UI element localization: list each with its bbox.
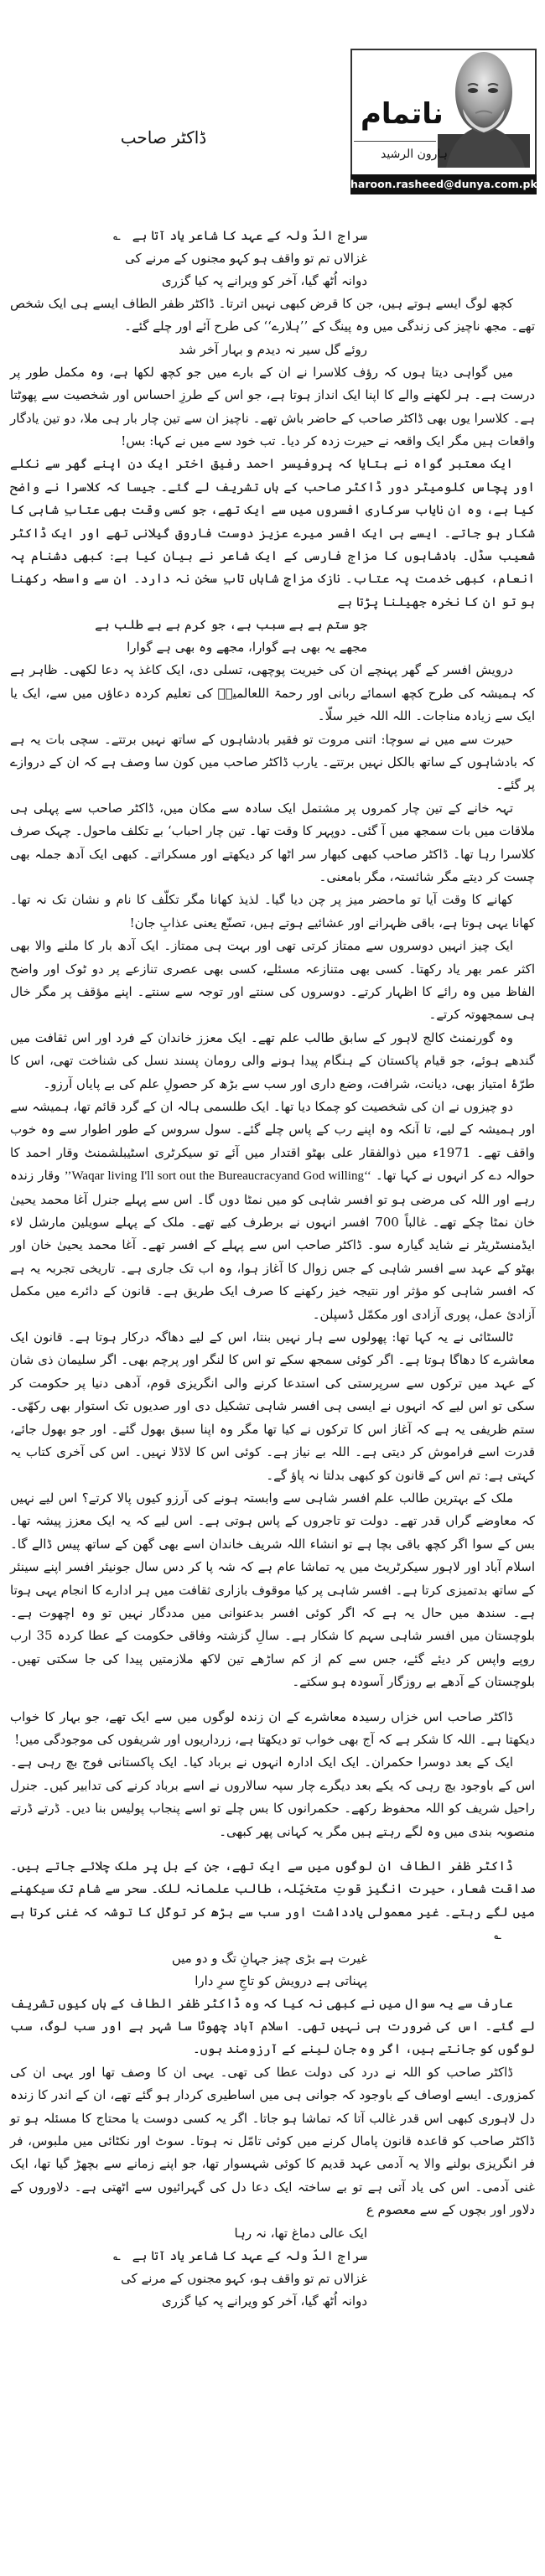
author-portrait-image <box>438 42 530 168</box>
paragraph <box>10 1096 535 1326</box>
verse-line: جو ستم ہے بے سبب ہے، جو کرم ہے بے طلب ہے <box>95 617 367 633</box>
logo-divider <box>354 141 436 142</box>
closing-intro <box>10 2245 535 2268</box>
paragraph: حیرت سے میں نے سوچا: اتنی مروت تو فقیر بادشاہوں کے ساتھ نہیں برتتے۔ سچی بات یہ ہے کہ بادشاہوں کے ساتھ بالکل نہیں برتتے۔ یارب ڈاکٹر صاحب میں کون سا وصف ہے کہ ان کے دروازے پر گئے۔ <box>10 731 535 793</box>
paragraph: ایک چیز انہیں دوسروں سے ممتاز کرتی تھی اور بہت ہی ممتاز۔ ایک آدھ بار کا ملنے والا بھی اکثر عمر بھر یاد رکھتا۔ کسی بھی متنازعہ مسئلے، کسی بھی عصری تنازعے پر دو ٹوک اور واضح الفاظ میں وہ رائے کا اظہار کرتے۔ دوسروں کی سنتے اور توجہ سے سنتے۔ اپنے مؤقف پر مگر خال ہی سمجھوتہ کرتے۔ <box>10 938 535 1023</box>
paragraph: تہہ خانے کے تین چار کمروں پر مشتمل ایک سادہ سے مکان میں، ڈاکٹر صاحب سے پہلی ہی ملاقات میں بات سمجھ میں آ گئی۔ دوپہر کا وقت تھا۔ تین چار احباب‘ بے تکلف ماحول۔ چہک صرف کلاسرا رہا تھا۔ ڈاکٹر صاحب کبھی کبھار سر اٹھا کر دیکھتے اور مسکراتے۔ کبھی ایک آدھ جملہ بھی چست کر دیتے مگر شائستہ، مگر بامعنی۔ <box>10 800 535 884</box>
paragraph: کچھ لوگ ایسے ہوتے ہیں، جن کا قرض کبھی نہیں اترتا۔ ڈاکٹر ظفر الطاف ایسے ہی ایک شخص تھے۔ مجھ ناچیز کی زندگی میں وہ پینگ کے ’’ہلارے‘‘ کی طرح آئے اور چلے گئے۔ <box>10 296 535 334</box>
paragraph: ملک کے بہترین طالب علم افسر شاہی سے وابستہ ہونے کی آرزو کیوں پالا کرتے؟ اس لیے نہیں کہ معاوضے گراں قدر تھے۔ دولت تو تاجروں کے پاس ہوتی ہے۔ اس لیے کہ یہ ایک معزز پیشہ تھا۔ بس کے سوا اگر کچھ باقی بچا ہے تو انشاء اللہ شریف خاندان اسے بھی گھن کے ساتھ پیس ڈالے گا۔ اسلام آباد اور لاہور سیکرٹریٹ میں یہ تماشا عام ہے کہ شہ پا کر دس سال جونیئر افسر اپنے سینئر کے ساتھ بدتمیزی کرتا ہے۔ افسر شاہی پر کیا موقوف بازاری ثقافت میں ہر ادارے کا انجام یہی ہوتا ہے۔ سندھ میں حال یہ ہے کہ اگر کوئی افسر بدعنوانی میں مددگار نہیں تو وہ اچھوت ہے۔ بلوچستان میں افسر شاہی سہم کا شکار ہے۔ سالِ گزشتہ وفاقی حکومت کے عطا کردہ 35 ارب روپے واپس کر دیئے گئے، جس سے کم از کم ساڑھے تین لاکھ ملازمتیں پیدا کی جا سکتی تھیں۔ بلوچستان کے آدھے بے روزگار آسودہ ہو سکتے۔ <box>10 1490 535 1690</box>
verse-line: غیرت ہے بڑی چیز جہانِ تگ و دو میں <box>171 1950 367 1966</box>
verse-mark-icon: ؎ <box>112 2247 121 2263</box>
paragraph: ٹالسٹائی نے یہ کہا تھا: پھولوں سے ہار نہیں بنتا، اس کے لیے دھاگہ درکار ہوتا ہے۔ قانون ایک معاشرے کا دھاگا ہوتا ہے۔ اگر کوئی سمجھ سکے تو اس کا لنگر اور پرچم بھی۔ اگر سلیمان ذی شان کے عہد میں ترکوں سے سرپرستی کی استدعا کرنے والی انگریزی قوم، آدھی دنیا پر حکومت کر سکی تو اس لیے کہ انہوں نے ایسی ہی افسر شاہی تشکیل دی اور صدیوں تک استوار بھی رکھّی۔ ستم ظریفی یہ ہے کہ آغاز اس کا ترکوں نے کیا تھا مگر وہ اپنا سبق بھول گئے۔ اور جو بھول جائے، قدرت اسے فراموش کر دیتی ہے۔ اللہ بے نیاز ہے۔ کوئی اس کا لاڈلا نہیں۔ اس کی آخری کتاب یہ کہتی ہے: تم اس کے قانون کو کبھی بدلتا نہ پاؤ گے۔ <box>10 1329 535 1483</box>
verse-line: دوانہ اُٹھ گیا، آخر کو ویرانے پہ کیا گزری <box>161 273 367 288</box>
paragraph-text: ڈاکٹر صاحب کو اللہ نے درد کی دولت عطا کی تھی۔ یہی ان کا وصف تھا اور یہی ان کی کمزوری۔ ایسے اوصاف کے باوجود کہ جوانی ہی میں اساطیری کردار ہو گئے تھے، ان کے اندر کا زندہ دل لاہوری کبھی اس قدر غالب آتا کہ تماشا ہو جاتا۔ اگر یہ کسی دوست یا محتاج کا مسئلہ ہو تو ڈاکٹر صاحب کو قاعدہ قانون پامال کرنے میں کوئی تامّل نہ ہوتا۔ سوٹ اور نکٹائی میں ملبوس، فر فر انگریزی بولنے والا یہ آدمی عہد قدیم کا کوئی شہسوار تھا، جو اپنے زمانے سے بچھڑ گیا تھا، ایک غنی آدمی۔ اس کی یاد آتی ہے تو بے ساختہ ایک دعا دل کی گہرائیوں سے اٹھتی ہے۔ دلاوروں کے دلاور اور بچوں کے سے معصوم <box>10 2064 535 2218</box>
paragraph: عارف سے یہ سوال میں نے کبھی نہ کیا کہ وہ ڈاکٹر ظفر الطاف کے ہاں کیوں تشریف لے گئے۔ اس کی ضرورت ہی نہیں تھی۔ اسلام آباد چھوٹا سا شہر ہے اور سب لوگ، سب لوگوں کو جانتے ہیں، اگر وہ جان لینے کے آرزومند ہوں۔ <box>10 1995 535 2057</box>
verse-block <box>10 614 535 659</box>
opening-intro-text: سراج الدّ ولہ کے عہد کا شاعر یاد آتا ہے <box>132 228 367 243</box>
paragraph: کھانے کا وقت آیا تو ماحضر میز پر چن دیا گیا۔ لذیذ کھانا مگر تکلّف کا نام و نشان تک نہ تھا۔ کھانا یہی ہوتا ہے، باقی ظہرانے اور عشائیے ہوتے ہیں، تصنّع یعنی عذابِ جان! <box>10 892 535 930</box>
verse-line: غزالاں تم تو واقف ہو کہو مجنوں کے مرنے کی <box>124 251 367 266</box>
verse-line: پہناتی ہے درویش کو تاجِ سرِ دارا <box>195 1972 367 1988</box>
paragraph <box>10 2061 535 2222</box>
paragraph-text: ڈاکٹر ظفر الطاف ان لوگوں میں سے ایک تھے، جن کے بل پر ملک چلائے جاتے ہیں۔ صداقت شعار، حیرت انگیز قوتِ متخیّلہ، طالب علمانہ للک۔ سحر سے شام تک سیکھنے میں لگے رہتے۔ غیر معمولی یادداشت اور سب سے بڑھ کر توکّل کا توشہ کہ غنی کرتا ہے <box>10 1858 535 1920</box>
verse-mark-icon: ؎ <box>494 1927 501 1943</box>
column-logo-box <box>350 49 537 193</box>
paragraph: میں گواہی دیتا ہوں کہ رؤف کلاسرا نے ان کے بارے میں جو کچھ لکھا ہے، وہ مکمل طور پر درست ہے۔ ہر لکھنے والے کا اپنا ایک انداز ہوتا ہے، جو اس کے طرزِ احساس اور شخصیت سے پھوٹتا ہے۔ کلاسرا یوں بھی ڈاکٹر صاحب کے حاضر باش تھے۔ ناچیز ان سے تین چار بار ہی ملا، دو تین یادگار واقعات ہیں مگر ایک واقعہ نے حیرت زدہ کر دیا۔ تب خود سے میں نے کہا: بس! <box>10 364 535 449</box>
opening-intro <box>10 225 535 247</box>
ain-mark-icon: ع <box>366 2202 374 2218</box>
paragraph: وہ گورنمنٹ کالج لاہور کے سابق طالب علم تھے۔ ایک معزز خاندان کے فرد اور اس ثقافت میں گندھے ہوئے، جو قیام پاکستان کے ہنگام پیدا ہونے والی رومان پسند نسل کی شناخت تھی، اس کا طرّۂ امتیاز بھی، دیانت، شرافت، وضع داری اور سب سے بڑھ کر حصولِ علم کی بے پایاں آرزو۔ <box>10 1029 535 1091</box>
paragraph: درویش افسر کے گھر پہنچے ان کی خیریت پوچھی، تسلی دی، ایک کاغذ پہ دعا لکھی۔ ظاہر ہے کہ ہمیشہ کی طرح کچھ اسمائے ربانی اور رحمۃ اللعالمینؐ کی تعلیم کردہ دعاؤں میں سے، ایک یا ایک سے زیادہ مناجات۔ اللہ اللہ خیر سلّا۔ <box>10 662 535 724</box>
paragraph <box>10 1855 535 1947</box>
article-body <box>10 225 535 2313</box>
verse-block <box>10 1947 535 1993</box>
paragraph: ایک معتبر گواہ نے بتایا کہ پروفیسر احمد رفیق اختر ایک دن اپنے گھر سے نکلے اور پچاس کلومیٹر دور ڈاکٹر صاحب کے ہاں تشریف لے گئے۔ جیسا کہ کلاسرا نے واضح کیا ہے، وہ ان نایاب سرکاری افسروں میں سے ایک تھے، جو کسی وقت بھی عتابِ شاہی کا شکار ہو جاتے۔ ایسے ہی ایک افسر میرے عزیز دوست فاروق گیلانی تھے اور ایک ڈاکٹر شعیب سڈل۔ بادشاہوں کا مزاج فارسی کے ایک شاعر نے بیان کیا ہے: کبھی دشنام پہ انعام، کبھی خدمت پہ عتاب۔ نازک مزاجِ شاہاں تابِ سخن نہ دارد۔ ان سے واسطہ رکھنا ہو تو ان کا نخرہ جھیلنا پڑتا ہے <box>10 456 535 609</box>
closing-verse <box>10 2268 535 2313</box>
verse-line: روئے گل سیر نہ دیدم و بہار آخر شد <box>179 341 367 357</box>
paragraph: ایک کے بعد دوسرا حکمران۔ ایک ایک ادارہ انہوں نے برباد کیا۔ ایک پاکستانی فوج بچ رہی ہے۔ اس کے باوجود بچ رہی کہ یکے بعد دیگرے چار سپہ سالاروں نے اسے برباد کرنے کی تدابیر کیں۔ جنرل راحیل شریف کو اللہ محفوظ رکھے۔ حکمرانوں کا بس چلے تو اسے پنجاب پولیس بنا دیں۔ ڈرتے ڈرتے منصوبہ بندی میں وہ لگے رہتے ہیں مگر یہ کہانی پھر کبھی۔ <box>10 1754 535 1839</box>
paragraph-text: دو چیزوں نے ان کی شخصیت کو چمکا دیا تھا۔ ایک طلسمی ہالہ ان کے گرد قائم تھا، ہمیشہ سے اور ہمیشہ کے لیے، تا آنکہ وہ اپنے رب کے پاس چلے گئے۔ سول سروس کے طور اطوار سے وہ خوب واقف تھے۔ 1971ء میں ذوالفقار علی بھٹو اقتدار میں آئے تو سیکرٹری اسٹیبلشمنٹ وقار احمد کا حوالہ دے کر انہوں نے کہا تھا۔ <box>10 1099 536 1184</box>
verse-mark-icon: ؎ <box>112 228 121 243</box>
verse-line: دوانہ اُٹھ گیا، آخر کو ویرانے پہ کیا گزری <box>161 2293 367 2309</box>
column-header <box>350 49 537 241</box>
opening-verse <box>10 247 535 293</box>
verse-line: غزالاں تم تو واقف ہو، کہو مجنوں کے مرنے کی <box>121 2270 367 2286</box>
closing-intro-text: سراج الدّ ولہ کے عہد کا شاعر یاد آتا ہے <box>132 2247 367 2263</box>
spacer <box>10 1843 535 1855</box>
spacer <box>10 1694 535 1706</box>
verse-line: مجھے یہ بھی ہے گوارا، مجھے وہ بھی ہے گوارا <box>127 640 367 656</box>
paragraph-text: وقار زندہ رہے اور اللہ کی مرضی ہو تو افسر شاہی کو میں نمٹا دوں گا۔ اس سے پہلے جنرل آغا محمد یحییٰ خان نمٹا چکے تھے۔ غالباً 700 افسر انہوں نے برطرف کیے تھے۔ ملک کے پہلے سویلین مارشل لاء ایڈمنسٹریٹر نے شاید گیارہ سو۔ ڈاکٹر صاحب اس سے پہلے کے افسر تھے۔ آغا محمد یحییٰ خان اور بھٹو کے عہد سے افسر شاہی کے جس زوال کا آغاز ہوا، وہ اب تک جاری ہے۔ تاریخی تجربہ یہ ہے کہ افسر شاہی کو مؤثر اور نتیجہ خیز رکھنے کا صرف ایک طریق ہے۔ قانون کے دائرے میں مکمل آزادیٔ عمل، پوری آزادی اور مکمّل ڈسپلن۔ <box>10 1168 535 1322</box>
article-title: ڈاکٹر صاحب <box>120 127 207 148</box>
closing-verse-lead: ایک عالی دماغ تھا، نہ رہا <box>234 2225 367 2241</box>
author-name: ہارون الرشید <box>381 148 448 161</box>
paragraph: ڈاکٹر صاحب اس خزاں رسیدہ معاشرے کے ان زندہ لوگوں میں سے ایک تھے، جو بہار کا خواب دیکھتا ہے۔ اللہ کا شکر ہے کہ آج بھی خواب تو دیکھتا ہے، زرداریوں اور شریفوں کی موجودگی میں! <box>10 1708 535 1747</box>
english-quote: ’’Waqar living I'll sort out the Bureaucracyand God willing‘‘ <box>64 1169 371 1184</box>
author-email[interactable]: haroon.rasheed@dunya.com.pk <box>350 174 537 194</box>
column-name-logo: ناتمام <box>361 97 444 131</box>
